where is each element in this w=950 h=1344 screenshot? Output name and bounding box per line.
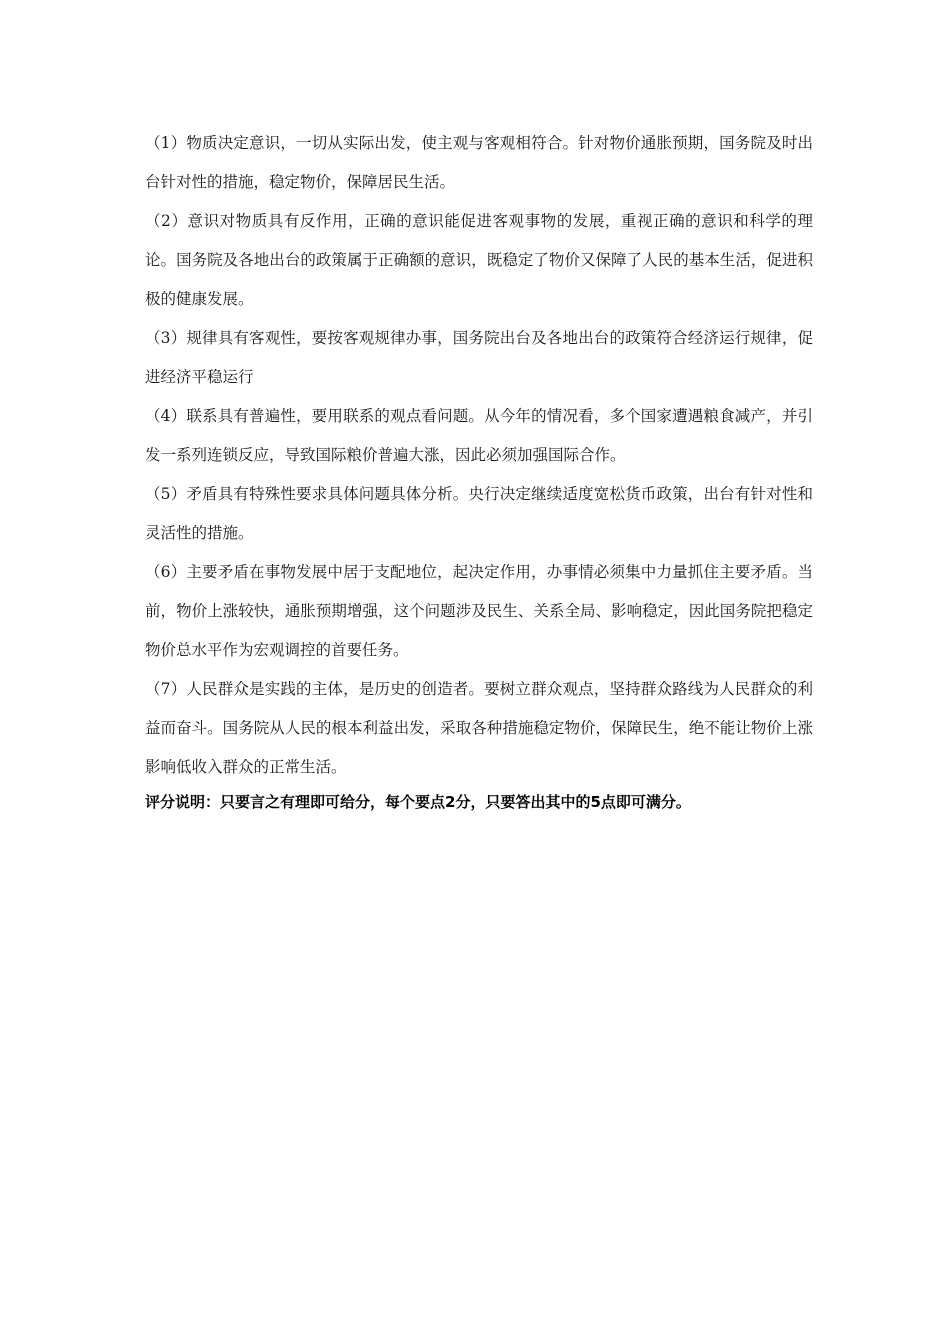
scoring-note: 评分说明：只要言之有理即可给分，每个要点2分，只要答出其中的5点即可满分。 [145,793,691,811]
answer-content [145,124,813,817]
answer-point-7: （7）人民群众是实践的主体，是历史的创造者。要树立群众观点，坚持群众路线为人民群众的利益而奋斗。国务院从人民的根本利益出发，采取各种措施稳定物价，保障民生，绝不能让物价上涨影响低收入群众的正常生活。 [145,680,813,776]
answer-point-2: （2）意识对物质具有反作用，正确的意识能促进客观事物的发展，重视正确的意识和科学的理论。国务院及各地出台的政策属于正确额的意识，既稳定了物价又保障了人民的基本生活，促进积极的健康发展。 [145,212,813,308]
answer-point-5: （5）矛盾具有特殊性要求具体问题具体分析。央行决定继续适度宽松货币政策，出台有针对性和灵活性的措施。 [145,485,813,542]
answer-point-1: （1）物质决定意识，一切从实际出发，使主观与客观相符合。针对物价通胀预期，国务院及时出台针对性的措施，稳定物价，保障居民生活。 [145,134,813,191]
answer-point-6: （6）主要矛盾在事物发展中居于支配地位，起决定作用，办事情必须集中力量抓住主要矛盾。当前，物价上涨较快，通胀预期增强，这个问题涉及民生、关系全局、影响稳定，因此国务院把稳定物价总水平作为宏观调控的首要任务。 [145,563,813,659]
answer-point-4: （4）联系具有普遍性，要用联系的观点看问题。从今年的情况看，多个国家遭遇粮食减产，并引发一系列连锁反应，导致国际粮价普遍大涨，因此必须加强国际合作。 [145,407,813,464]
answer-point-3: （3）规律具有客观性，要按客观规律办事，国务院出台及各地出台的政策符合经济运行规律，促进经济平稳运行 [145,329,813,386]
